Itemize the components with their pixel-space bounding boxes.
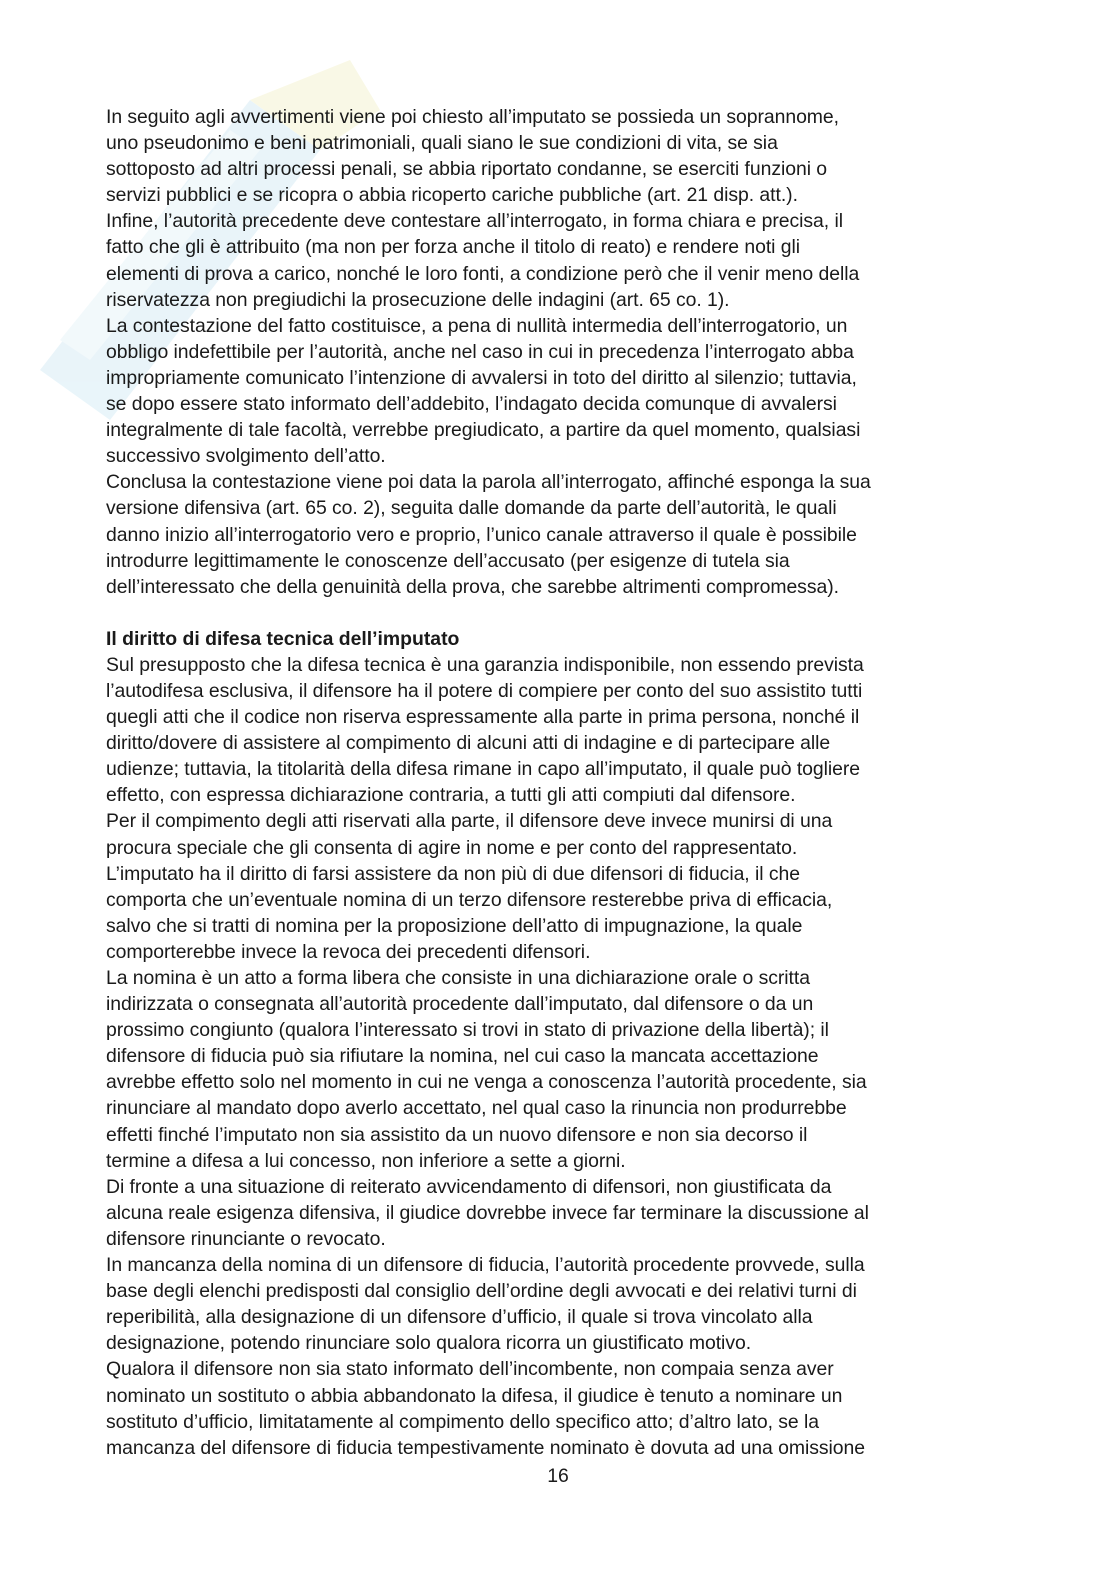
text-line: Sul presupposto che la difesa tecnica è una garanzia indisponibile, non essendo prevista <box>106 653 864 676</box>
section-defense-paragraphs <box>106 652 1006 1461</box>
page-number: 16 <box>547 1465 569 1487</box>
text-line: impropriamente comunicato l’intenzione di avvalersi in toto del diritto al silenzio; tuttavia, <box>106 366 857 389</box>
text-line: integralmente di tale facoltà, verrebbe pregiudicato, a partire da quel momento, qualsiasi <box>106 419 861 442</box>
text-line: reperibilità, alla designazione di un difensore d’ufficio, il quale si trova vincolato alla <box>106 1306 813 1329</box>
text-line: alcuna reale esigenza difensiva, il giudice dovrebbe invece far terminare la discussione al <box>106 1201 869 1224</box>
text-line: L’imputato ha il diritto di farsi assistere da non più di due difensori di fiducia, il che <box>106 862 800 885</box>
text-line: successivo svolgimento dell’atto. <box>106 445 386 468</box>
paragraph-gap <box>106 600 1006 626</box>
text-line: prossimo congiunto (qualora l’interessato si trovi in stato di privazione della libertà); il <box>106 1019 829 1042</box>
text-line: effetti finché l’imputato non sia assistito da un nuovo difensore e non sia decorso il <box>106 1123 808 1146</box>
text-line: difensore rinunciante o revocato. <box>106 1227 386 1250</box>
text-line: l’autodifesa esclusiva, il difensore ha il potere di compiere per conto del suo assistito tutti <box>106 679 863 702</box>
text-line: difensore di fiducia può sia rifiutare la nomina, nel cui caso la mancata accettazione <box>106 1045 819 1068</box>
text-line: fatto che gli è attribuito (ma non per forza anche il titolo di reato) e rendere noti gli <box>106 236 801 259</box>
text-line: quegli atti che il codice non riserva espressamente alla parte in prima persona, nonché il <box>106 706 860 729</box>
text-line: In seguito agli avvertimenti viene poi chiesto all’imputato se possieda un soprannome, <box>106 106 839 128</box>
text-line: Infine, l’autorità precedente deve contestare all’interrogato, in forma chiara e precisa, il <box>106 210 843 233</box>
text-line: procura speciale che gli consenta di agire in nome e per conto del rappresentato. <box>106 836 798 859</box>
text-line: La nomina è un atto a forma libera che consiste in una dichiarazione orale o scritta <box>106 967 810 989</box>
text-line: comporta che un’eventuale nomina di un terzo difensore resterebbe priva di efficacia, <box>106 888 833 911</box>
text-line: diritto/dovere di assistere al compimento di alcuni atti di indagine e di partecipare alle <box>106 732 831 755</box>
text-line: salvo che si tratti di nomina per la proposizione dell’atto di impugnazione, la quale <box>106 914 803 937</box>
text-line: termine a difesa a lui concesso, non inferiore a sette a giorni. <box>106 1149 626 1172</box>
text-line: danno inizio all’interrogatorio vero e proprio, l’unico canale attraverso il quale è possibile <box>106 523 857 546</box>
text-line: sostituto d’ufficio, limitatamente al compimento dello specifico atto; d’altro lato, se la <box>106 1410 819 1433</box>
text-line: indirizzata o consegnata all’autorità procedente dall’imputato, dal difensore o da un <box>106 993 814 1016</box>
text-line: introdurre legittimamente le conoscenze dell’accusato (per esigenze di tutela sia <box>106 549 790 572</box>
document-page <box>106 104 1006 1461</box>
text-line: Per il compimento degli atti riservati alla parte, il difensore deve invece munirsi di una <box>106 810 833 833</box>
text-line: base degli elenchi predisposti dal consiglio dell’ordine degli avvocati e dei relativi turni di <box>106 1280 857 1303</box>
section-intro-paragraphs <box>106 104 1006 600</box>
text-line: versione difensiva (art. 65 co. 2), seguita dalle domande da parte dell’autorità, le quali <box>106 497 837 520</box>
text-line: Conclusa la contestazione viene poi data la parola all’interrogato, affinché esponga la sua <box>106 471 871 494</box>
text-line: obbligo indefettibile per l’autorità, anche nel caso in cui in precedenza l’interrogato abba <box>106 340 854 363</box>
text-line: servizi pubblici e se ricopra o abbia ricoperto cariche pubbliche (art. 21 disp. att.). <box>106 184 798 207</box>
text-line: Di fronte a una situazione di reiterato avvicendamento di difensori, non giustificata da <box>106 1175 832 1198</box>
text-line: sottoposto ad altri processi penali, se abbia riportato condanne, se eserciti funzioni o <box>106 158 828 181</box>
text-line: nominato un sostituto o abbia abbandonato la difesa, il giudice è tenuto a nominare un <box>106 1384 843 1407</box>
text-line: mancanza del difensore di fiducia tempestivamente nominato è dovuta ad una omissione <box>106 1436 865 1459</box>
text-line: udienze; tuttavia, la titolarità della difesa rimane in capo all’imputato, il quale può togliere <box>106 758 861 781</box>
text-line: La contestazione del fatto costituisce, a pena di nullità intermedia dell’interrogatorio, un <box>106 314 848 337</box>
text-line: elementi di prova a carico, nonché le loro fonti, a condizione però che il venir meno della <box>106 262 860 285</box>
text-line: se dopo essere stato informato dell’addebito, l’indagato decida comunque di avvalersi <box>106 393 837 416</box>
text-line: effetto, con espressa dichiarazione contraria, a tutti gli atti compiuti dal difensore. <box>106 784 796 807</box>
text-line: avrebbe effetto solo nel momento in cui ne venga a conoscenza l’autorità procedente, sia <box>106 1071 867 1094</box>
text-line: uno pseudonimo e beni patrimoniali, quali siano le sue condizioni di vita, se sia <box>106 132 778 155</box>
text-line: riservatezza non pregiudichi la prosecuzione delle indagini (art. 65 co. 1). <box>106 288 730 311</box>
text-line: dell’interessato che della genuinità della prova, che sarebbe altrimenti compromessa). <box>106 575 839 598</box>
text-line: In mancanza della nomina di un difensore di fiducia, l’autorità procedente provvede, sulla <box>106 1254 865 1277</box>
text-line: Qualora il difensore non sia stato informato dell’incombente, non compaia senza aver <box>106 1358 834 1381</box>
section-heading: Il diritto di difesa tecnica dell’imputato <box>106 627 460 650</box>
text-line: comporterebbe invece la revoca dei precedenti difensori. <box>106 940 591 963</box>
text-line: designazione, potendo rinunciare solo qualora ricorra un giustificato motivo. <box>106 1332 752 1355</box>
text-line: rinunciare al mandato dopo averlo accettato, nel qual caso la rinuncia non produrrebbe <box>106 1097 847 1120</box>
